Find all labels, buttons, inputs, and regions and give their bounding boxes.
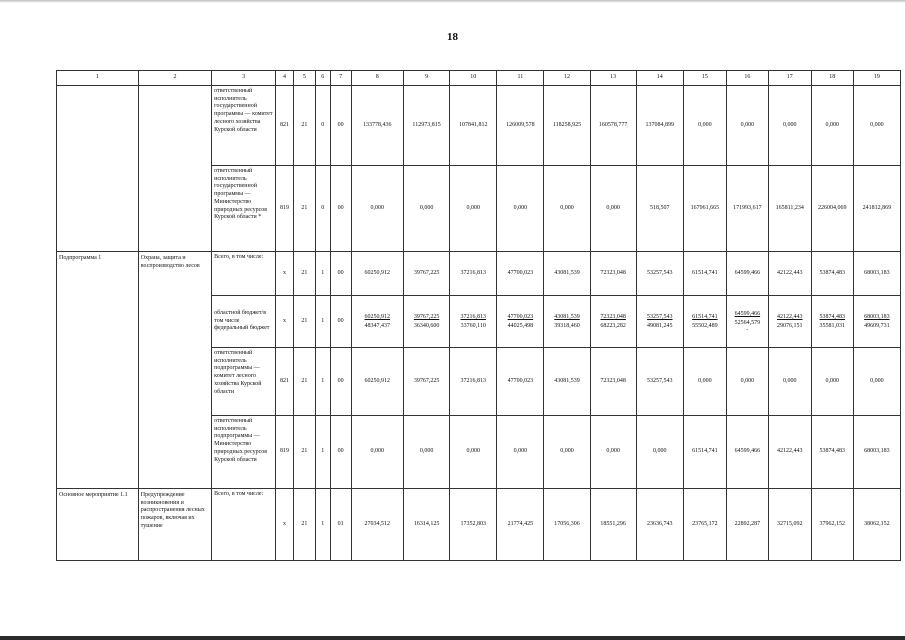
value-cell: 68003,183: [853, 416, 900, 489]
header-cell: 1: [57, 71, 139, 86]
executor-cell: ответственный исполнитель подпрограммы — Министерство природных ресурсов Курской области: [212, 416, 276, 489]
value-cell: 18551,296: [590, 489, 636, 561]
value-cell: 0,000: [683, 348, 726, 416]
regional-budget-value: 47700,023: [507, 314, 534, 320]
value-cell: 23636,743: [636, 489, 683, 561]
header-cell: 8: [351, 71, 403, 86]
value-cell: 39767,225: [404, 348, 450, 416]
federal-budget-value: 49081,245: [647, 323, 673, 329]
value-cell: 0,000: [636, 416, 683, 489]
value-cell: 37962,152: [811, 489, 853, 561]
value-cell: 60250,912: [351, 348, 403, 416]
value-cell: 0,000: [811, 348, 853, 416]
table-row: [57, 252, 901, 296]
program-label-cell: Основное мероприятие 1.1: [57, 489, 139, 561]
code-cell: 1: [315, 296, 330, 348]
code-cell: 1: [315, 348, 330, 416]
value-cell: 171993,617: [726, 166, 768, 252]
regional-budget-value: 64599,466: [734, 311, 761, 317]
value-cell: 126009,578: [497, 86, 544, 166]
value-cell: 53257,543: [636, 252, 683, 296]
header-cell: 7: [330, 71, 351, 86]
value-cell: 0,000: [726, 86, 768, 166]
code-cell: 00: [330, 296, 351, 348]
value-cell: 0,000: [544, 166, 590, 252]
code-cell: 00: [330, 166, 351, 252]
header-cell: 4: [276, 71, 294, 86]
code-cell: 21: [293, 296, 315, 348]
federal-budget-value: 52564,579: [734, 320, 761, 326]
value-cell: 32715,092: [768, 489, 811, 561]
header-cell: 6: [315, 71, 330, 86]
value-cell: 64599,466: [726, 252, 768, 296]
header-cell: 16: [726, 71, 768, 86]
code-cell: 21: [293, 86, 315, 166]
scan-bottom-edge: [0, 636, 905, 640]
code-cell: 01: [330, 489, 351, 561]
regional-budget-value: 42122,443: [777, 314, 803, 320]
code-cell: 21: [293, 489, 315, 561]
header-row: [57, 71, 901, 86]
value-cell: [590, 296, 636, 348]
value-cell: 0,000: [683, 86, 726, 166]
code-cell: 21: [293, 416, 315, 489]
value-cell: 0,000: [590, 416, 636, 489]
value-cell: 107841,812: [450, 86, 497, 166]
code-cell: 21: [293, 348, 315, 416]
header-cell: 14: [636, 71, 683, 86]
code-cell: 0: [315, 166, 330, 252]
value-cell: 23765,172: [683, 489, 726, 561]
regional-budget-value: 72323,048: [600, 314, 626, 320]
header-cell: 19: [853, 71, 900, 86]
value-cell: [450, 296, 497, 348]
value-cell: 0,000: [590, 166, 636, 252]
header-cell: 13: [590, 71, 636, 86]
value-cell: 167961,665: [683, 166, 726, 252]
federal-budget-value: 68223,282: [600, 323, 626, 329]
federal-budget-value: 29076,151: [777, 323, 803, 329]
regional-budget-value: 39767,225: [413, 314, 440, 320]
value-cell: 47700,023: [497, 252, 544, 296]
code-cell: 00: [330, 252, 351, 296]
program-label-cell: [57, 86, 139, 252]
value-cell: 0,000: [497, 166, 544, 252]
value-cell: 137084,899: [636, 86, 683, 166]
federal-budget-value: 33760,110: [460, 323, 486, 329]
header-cell: 12: [544, 71, 590, 86]
value-cell: 72323,048: [590, 348, 636, 416]
code-cell: 819: [276, 166, 294, 252]
header-cell: 11: [497, 71, 544, 86]
value-cell: 42122,443: [768, 416, 811, 489]
value-cell: 43081,539: [544, 252, 590, 296]
value-cell: 0,000: [768, 348, 811, 416]
header-cell: 18: [811, 71, 853, 86]
federal-budget-value: 39318,460: [554, 323, 580, 329]
executor-cell: областной бюджет/в том числе федеральный бюджет: [212, 296, 276, 348]
value-cell: 53874,483: [811, 416, 853, 489]
value-cell: 42122,443: [768, 252, 811, 296]
executor-cell: ответственный исполнитель государственной программы — комитет лесного хозяйства Курской области: [212, 86, 276, 166]
code-cell: 1: [315, 489, 330, 561]
value-cell: 60250,912: [351, 252, 403, 296]
value-cell: [683, 296, 726, 348]
value-cell: 17056,306: [544, 489, 590, 561]
header-cell: 9: [404, 71, 450, 86]
value-cell: 21774,425: [497, 489, 544, 561]
value-cell: 37216,813: [450, 348, 497, 416]
regional-budget-value: 37216,813: [460, 314, 486, 320]
value-cell: 22892,287: [726, 489, 768, 561]
program-name-cell: Предупреждение возникновения и распространения лесных пожаров, включая их тушение: [138, 489, 211, 561]
code-cell: 00: [330, 348, 351, 416]
value-cell: 38062,152: [853, 489, 900, 561]
value-cell: 43081,539: [544, 348, 590, 416]
value-cell: 53257,543: [636, 348, 683, 416]
value-cell: 27034,512: [351, 489, 403, 561]
table-body: [57, 71, 901, 561]
value-cell: 112973,815: [404, 86, 450, 166]
program-name-cell: [138, 86, 211, 252]
code-cell: 21: [293, 252, 315, 296]
federal-budget-value: 55502,489: [692, 323, 718, 329]
value-cell: 39767,225: [404, 252, 450, 296]
federal-budget-value: 36340,600: [413, 323, 440, 329]
code-cell: х: [276, 489, 294, 561]
value-cell: 0,000: [404, 416, 450, 489]
value-cell: 0,000: [450, 166, 497, 252]
code-cell: 00: [330, 86, 351, 166]
value-cell: 226004,069: [811, 166, 853, 252]
value-cell: 0,000: [450, 416, 497, 489]
header-cell: 10: [450, 71, 497, 86]
value-cell: [404, 296, 450, 348]
value-cell: 0,000: [768, 86, 811, 166]
code-cell: 00: [330, 416, 351, 489]
value-cell: 241812,869: [853, 166, 900, 252]
value-cell: 518,507: [636, 166, 683, 252]
header-cell: 3: [212, 71, 276, 86]
value-cell: 0,000: [853, 86, 900, 166]
value-cell: 0,000: [497, 416, 544, 489]
scan-mark: -: [746, 327, 749, 333]
value-cell: 165811,234: [768, 166, 811, 252]
value-cell: 37216,813: [450, 252, 497, 296]
value-cell: 16314,125: [404, 489, 450, 561]
federal-budget-value: 35581,031: [819, 323, 846, 329]
code-cell: 821: [276, 86, 294, 166]
value-cell: 0,000: [351, 416, 403, 489]
value-cell: [351, 296, 403, 348]
code-cell: 819: [276, 416, 294, 489]
value-cell: 68003,183: [853, 252, 900, 296]
code-cell: 1: [315, 252, 330, 296]
executor-cell: Всего, в том числе:: [212, 252, 276, 296]
budget-table: [56, 70, 901, 561]
code-cell: 821: [276, 348, 294, 416]
federal-budget-value: 44025,498: [507, 323, 534, 329]
regional-budget-value: 61514,741: [692, 314, 718, 320]
table-row: [57, 86, 901, 166]
executor-cell: Всего, в том числе:: [212, 489, 276, 561]
header-cell: 2: [138, 71, 211, 86]
regional-budget-value: 68003,183: [864, 314, 890, 320]
value-cell: 0,000: [811, 86, 853, 166]
value-cell: 64599,466: [726, 416, 768, 489]
value-cell: [636, 296, 683, 348]
value-cell: 72323,048: [590, 252, 636, 296]
code-cell: 1: [315, 416, 330, 489]
program-label-cell: Подпрограмма 1: [57, 252, 139, 489]
value-cell: 17352,803: [450, 489, 497, 561]
value-cell: [768, 296, 811, 348]
regional-budget-value: 53874,483: [819, 314, 846, 320]
page-number: 18: [447, 31, 458, 43]
header-cell: 17: [768, 71, 811, 86]
value-cell: [811, 296, 853, 348]
code-cell: х: [276, 252, 294, 296]
value-cell: [544, 296, 590, 348]
regional-budget-value: 53257,543: [647, 314, 673, 320]
value-cell: 133778,436: [351, 86, 403, 166]
executor-cell: ответственный исполнитель государственной программы — Министерство природных ресурсов Курской области *: [212, 166, 276, 252]
header-cell: 15: [683, 71, 726, 86]
federal-budget-value: 48347,437: [364, 323, 391, 329]
regional-budget-value: 60250,912: [364, 314, 391, 320]
value-cell: 61514,741: [683, 252, 726, 296]
value-cell: [726, 296, 768, 348]
value-cell: 0,000: [726, 348, 768, 416]
code-cell: 21: [293, 166, 315, 252]
code-cell: х: [276, 296, 294, 348]
value-cell: 0,000: [404, 166, 450, 252]
value-cell: 0,000: [351, 166, 403, 252]
regional-budget-value: 43081,539: [554, 314, 580, 320]
value-cell: [853, 296, 900, 348]
scan-top-edge: [0, 0, 905, 3]
executor-cell: ответственный исполнитель подпрограммы — комитет лесного хозяйства Курской области: [212, 348, 276, 416]
value-cell: 160578,777: [590, 86, 636, 166]
value-cell: [497, 296, 544, 348]
table-row: [57, 489, 901, 561]
program-name-cell: Охрана, защита и воспроизводство лесов: [138, 252, 211, 489]
value-cell: 47700,023: [497, 348, 544, 416]
value-cell: 0,000: [853, 348, 900, 416]
value-cell: 0,000: [544, 416, 590, 489]
header-cell: 5: [293, 71, 315, 86]
code-cell: 0: [315, 86, 330, 166]
value-cell: 118258,925: [544, 86, 590, 166]
value-cell: 61514,741: [683, 416, 726, 489]
value-cell: 53874,483: [811, 252, 853, 296]
federal-budget-value: 49609,731: [864, 323, 890, 329]
